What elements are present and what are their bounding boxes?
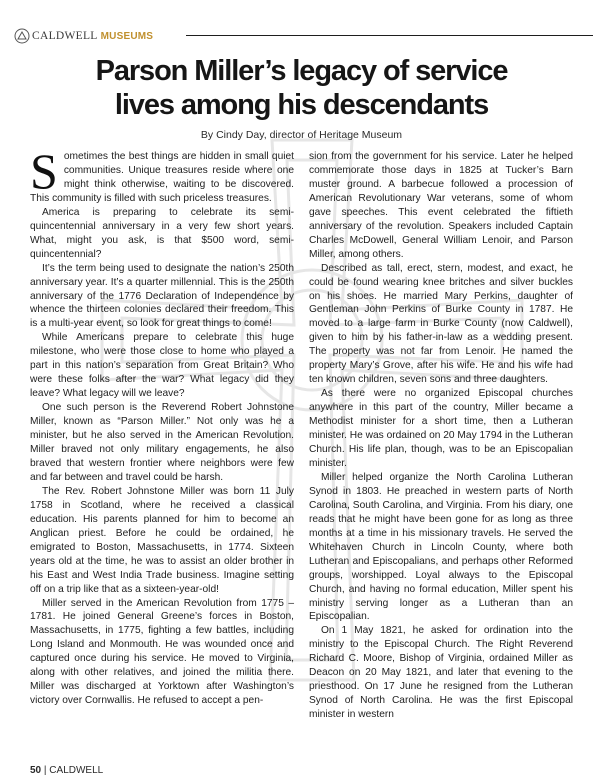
publication-name: CALDWELL	[49, 765, 104, 776]
paragraph	[30, 143, 294, 206]
drop-cap: S	[30, 143, 58, 199]
page-number: 50	[30, 765, 42, 776]
paragraph-text: ometimes the best things are hidden in small quiet communities. Unique treasures reside where one might think otherwise, waiting to be discovered. This community is filled with such priceless treasures.	[30, 151, 294, 204]
logo-word: CALDWELL	[32, 30, 98, 42]
article-title	[0, 54, 603, 122]
title-line-2: lives among his descendants	[114, 89, 489, 121]
paragraph: America is preparing to celebrate its semi-quincentennial anniversary in a very few short years. What, might you ask, is that $500 word, semi-quincentennial?	[30, 206, 294, 260]
paragraph: While Americans prepare to celebrate this huge milestone, who were those close to home who played a part in this nation’s separation from Great Britain? Who were these folks after the war? What legacy did they leave? What legacy will we leave?	[30, 332, 294, 400]
paragraph: One such person is the Reverend Robert Johnstone Miller, known as “Parson Miller.” Not only was he a minister, but he also served in the American Revolution. Miller braved not only military engagements, he also braved that western frontier where neighbors were few and far between and travel could be harsh.	[30, 402, 294, 483]
paragraph: Described as tall, erect, stern, modest, and exact, he could be found wearing knee britches and silver buckles on his shoes. He married Mary Perkins, daughter of Gentleman John Perkins of Burke County in 1787. He moved to a large farm in Burke County (now Caldwell), given to him by his father-in-law as a wedding present. The property was not far from Lenoir. He named the property Mary’s Grove, after his wife. He and his wife had ten known children, seven sons and three daughters.	[309, 262, 573, 386]
page-header	[14, 28, 593, 44]
caldwell-seal-icon	[14, 28, 30, 44]
logo-section: MUSEUMS	[100, 30, 154, 42]
footer-separator: |	[43, 765, 47, 776]
paragraph: The Rev. Robert Johnstone Miller was born 11 July 1758 in Scotland, where he received a classical education. His parents planned for him to become an Anglican priest. Before he could be ordained, he emigrated to Boston, Massachusetts, in 1774. Sixteen years old at the time, he was to assist an older brother in his East and West India Trade business. Imagine setting off on a trip like that as a sixteen-year-old!	[30, 485, 294, 595]
caldwell-logo	[14, 28, 153, 44]
byline: By Cindy Day, director of Heritage Museum	[200, 129, 403, 141]
article-column-2	[309, 150, 573, 722]
header-rule	[186, 35, 593, 36]
paragraph: On 1 May 1821, he asked for ordination into the ministry to the Episcopal Church. The Right Reverend Richard C. Moore, Bishop of Virginia, ordained Miller as Deacon on 20 May 1821, and later that evening to the priesthood. On 17 June he resigned from the Lutheran Synod of North Carolina. He was the first Episcopal minister in western	[309, 625, 573, 721]
article-column-1	[30, 143, 294, 708]
page-footer	[30, 765, 103, 776]
paragraph: Miller helped organize the North Carolina Lutheran Synod in 1803. He preached in western parts of North Carolina, South Carolina, and Virginia. From his diary, one reads that he might have been gone for as long as three months at a time in his missionary travels. He served the Whitehaven Church in Lincoln County, where both Lutheran and Episcopalians, and perhaps other Reformed groups, worshipped. Loyal always to the Episcopal Church, and having no formal education, Miller spent his ministry serving longer as a Lutheran than an Episcopalian.	[309, 471, 573, 623]
paragraph: Miller served in the American Revolution from 1775 – 1781. He joined General Greene’s forces in Boston, Massachusetts, in 1775, fighting a few battles, including Long Island and Monmouth. He was wounded once and captured once during his service. He moved to Virginia, along with other relatives, and joined the militia there. Miller was discharged at Yorktown after Washington’s victory over Cornwallis. He refused to accept a pen-	[30, 597, 294, 707]
title-line-1: Parson Miller’s legacy of service	[95, 55, 508, 87]
paragraph: sion from the government for his service. Later he helped commemorate those days in 1825 at Tucker’s Barn muster ground. A barbecue followed a procession of American Revolutionary War veterans, some of whom gave speeches. This event celebrated the fiftieth anniversary of the revolution. Speakers included Captain Charles McDowell, General William Lenoir, and Parson Miller, among others.	[309, 151, 573, 260]
paragraph: As there were no organized Episcopal churches anywhere in this part of the country, Miller became a Methodist minister for a short time, then a Lutheran minister. He was ordained on 20 May 1794 in the Lutheran Church. His life plan, though, was to be an Episcopalian minister.	[309, 388, 573, 469]
paragraph: It’s the term being used to designate the nation’s 250th anniversary year. It’s a quarter millennial. This is the 250th anniversary of the 1776 Declaration of Independence by whence the thirteen colonies declared their freedom. This is a multi-year event, so look for great things to come!	[30, 262, 294, 330]
